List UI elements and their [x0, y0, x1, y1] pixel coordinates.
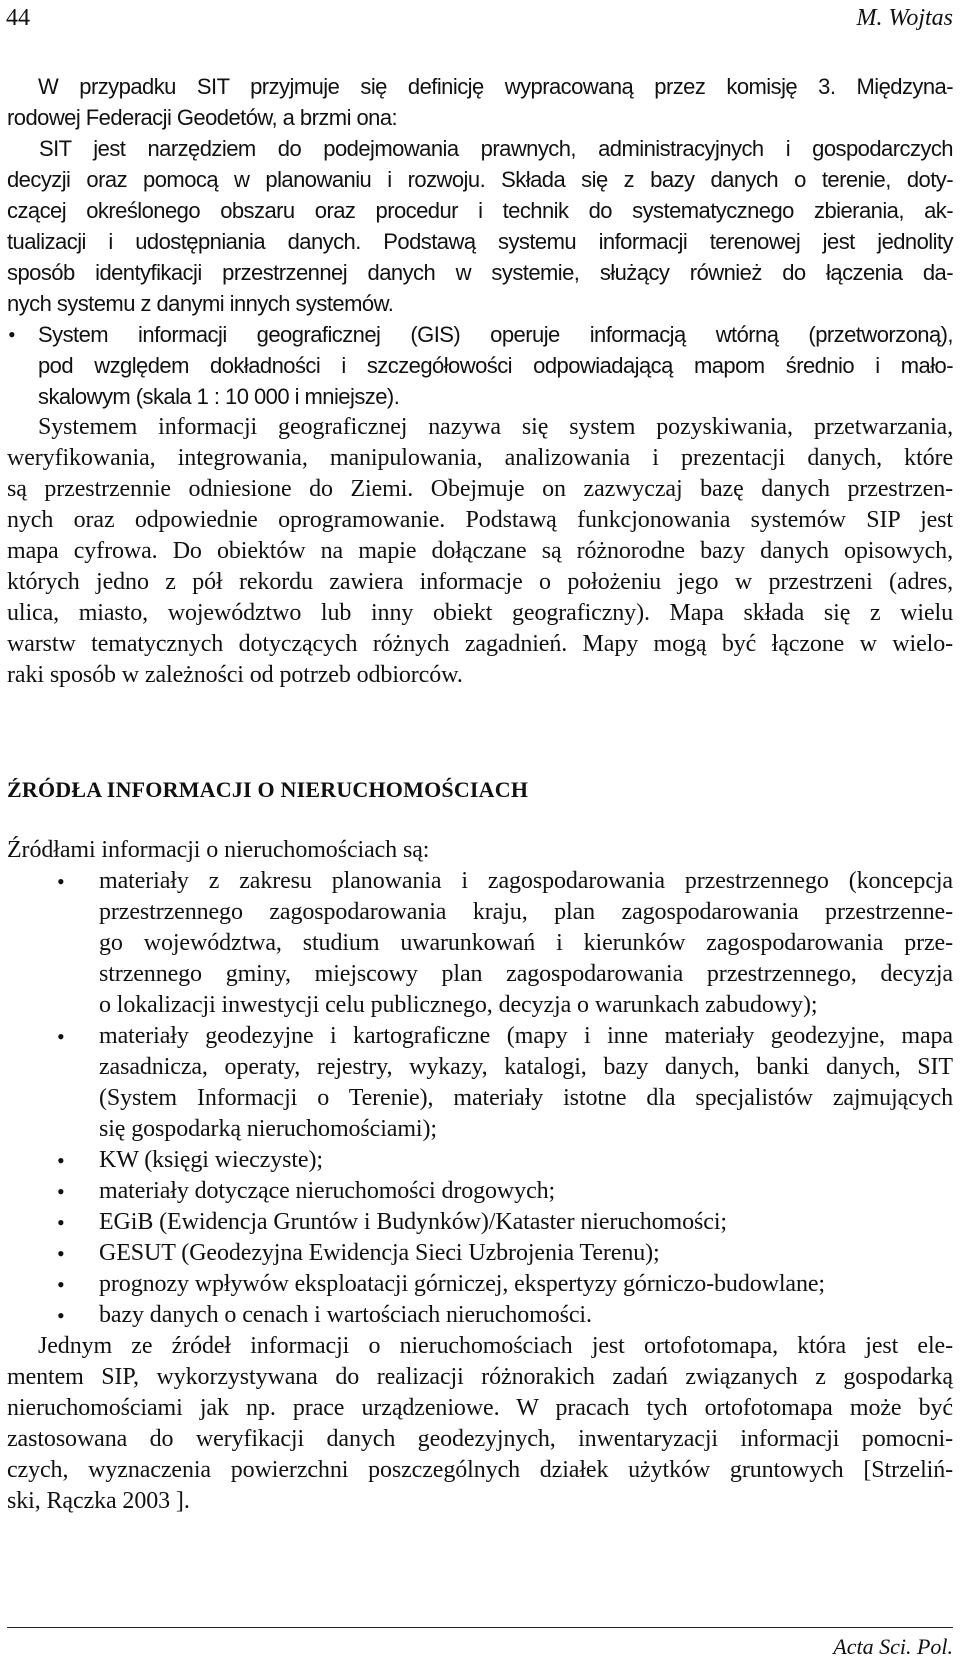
footer-journal: Acta Sci. Pol. — [833, 1634, 953, 1659]
list-item-line: zasadnicza, operaty, rejestry, wykazy, katalogi, bazy danych, banki danych, SIT — [99, 1054, 953, 1080]
text-line: mentem SIP, wykorzystywana do realizacji różnorakich zadań związanych z gospodarką — [7, 1364, 953, 1390]
text-line: System informacji geograficznej (GIS) operuje informacją wtórną (przetworzoną), — [38, 322, 953, 347]
list-item-line: bazy danych o cenach i wartościach nieruchomości. — [99, 1302, 592, 1328]
bullet-icon: • — [57, 1148, 65, 1173]
list-item-line: GESUT (Geodezyjna Ewidencja Sieci Uzbrojenia Terenu); — [99, 1240, 660, 1266]
text-line: Systemem informacji geograficznej nazywa się system pozyskiwania, przetwarzania, — [38, 414, 953, 440]
text-line: nych systemu z danymi innych systemów. — [7, 291, 394, 316]
list-item-line: o lokalizacji inwestycji celu publicznego, decyzja o warunkach zabudowy); — [99, 992, 818, 1018]
footer-rule — [7, 1627, 953, 1628]
bullet-icon: • — [57, 1024, 65, 1049]
text-line: warstw tematycznych dotyczących różnych zagadnień. Mapy mogą być łączone w wielo- — [7, 631, 953, 657]
bullet-icon: • — [57, 1241, 65, 1266]
text-line: nych oraz odpowiednie oprogramowanie. Podstawą funkcjonowania systemów SIP jest — [7, 507, 953, 533]
list-item-line: materiały dotyczące nieruchomości drogowych; — [99, 1178, 556, 1204]
text-line: W przypadku SIT przyjmuje się definicję wypracowaną przez komisję 3. Międzyna- — [38, 74, 953, 99]
text-line: raki sposób w zależności od potrzeb odbiorców. — [7, 662, 463, 688]
text-line: decyzji oraz pomocą w planowaniu i rozwoju. Składa się z bazy danych o terenie, doty- — [7, 167, 953, 192]
text-line: sposób identyfikacji przestrzennej danych w systemie, służący również do łączenia da- — [7, 260, 953, 285]
list-item-line: materiały z zakresu planowania i zagospodarowania przestrzennego (koncepcja — [99, 868, 953, 894]
list-item-line: się gospodarką nieruchomościami); — [99, 1116, 437, 1142]
list-item-line: prognozy wpływów eksploatacji górniczej, ekspertyzy górniczo-budowlane; — [99, 1271, 826, 1297]
bullet-icon: • — [57, 1210, 65, 1235]
section-intro: Źródłami informacji o nieruchomościach są: — [7, 837, 430, 863]
text-line: czącej określonego obszaru oraz procedur i technik do systematycznego zbierania, ak- — [7, 198, 953, 223]
text-line: ski, Rączka 2003 ]. — [7, 1488, 190, 1514]
text-line: pod względem dokładności i szczegółowości odpowiadającą mapom średnio i mało- — [38, 353, 953, 378]
bullet-icon: • — [57, 869, 65, 894]
bullet-icon: • — [57, 1272, 65, 1297]
list-item-line: materiały geodezyjne i kartograficzne (mapy i inne materiały geodezyjne, mapa — [99, 1023, 953, 1049]
text-line: mapa cyfrowa. Do obiektów na mapie dołączane są różnorodne bazy danych opisowych, — [7, 538, 953, 564]
list-item-line: EGiB (Ewidencja Gruntów i Budynków)/Kataster nieruchomości; — [99, 1209, 727, 1235]
text-line: weryfikowania, integrowania, manipulowania, analizowania i prezentacji danych, które — [7, 445, 953, 471]
text-line: Jednym ze źródeł informacji o nieruchomościach jest ortofotomapa, która jest ele- — [38, 1333, 953, 1359]
list-item-line: KW (księgi wieczyste); — [99, 1147, 323, 1173]
text-line: czych, wyznaczenia powierzchni poszczególnych działek użytków gruntowych [Strzeliń- — [7, 1457, 953, 1483]
text-line: rodowej Federacji Geodetów, a brzmi ona: — [7, 105, 398, 130]
text-line: nieruchomościami jak np. prace urządzeniowe. W pracach tych ortofotomapa może być — [7, 1395, 953, 1421]
text-line: skalowym (skala 1 : 10 000 i mniejsze). — [38, 384, 400, 409]
list-item-line: go województwa, studium uwarunkowań i kierunków zagospodarowania prze- — [99, 930, 953, 956]
section-heading: ŹRÓDŁA INFORMACJI O NIERUCHOMOŚCIACH — [7, 777, 529, 802]
list-item-line: (System Informacji o Terenie), materiały istotne dla specjalistów zajmujących — [99, 1085, 953, 1111]
text-line: zastosowana do weryfikacji danych geodezyjnych, inwentaryzacji informacji pomocni- — [7, 1426, 953, 1452]
text-line: SIT jest narzędziem do podejmowania prawnych, administracyjnych i gospodarczych — [39, 136, 953, 161]
running-header-author: M. Wojtas — [856, 5, 953, 31]
text-line: tualizacji i udostępniania danych. Podstawą systemu informacji terenowej jest jednolity — [7, 229, 953, 254]
page-number: 44 — [6, 5, 30, 31]
text-line: których jedno z pół rekordu zawiera informacje o położeniu jego w przestrzeni (adres, — [7, 569, 953, 595]
list-item-line: strzennego gminy, miejscowy plan zagospodarowania przestrzennego, decyzja — [99, 961, 953, 987]
bullet-icon: • — [57, 1303, 65, 1328]
text-line: są przestrzennie odniesione do Ziemi. Obejmuje on zazwyczaj bazę danych przestrzen- — [7, 476, 953, 502]
list-item-line: przestrzennego zagospodarowania kraju, plan zagospodarowania przestrzenne- — [99, 899, 953, 925]
text-line: ulica, miasto, województwo lub inny obiekt geograficzny). Mapa składa się z wielu — [7, 600, 953, 626]
bullet-icon: • — [8, 322, 16, 347]
bullet-icon: • — [57, 1179, 65, 1204]
